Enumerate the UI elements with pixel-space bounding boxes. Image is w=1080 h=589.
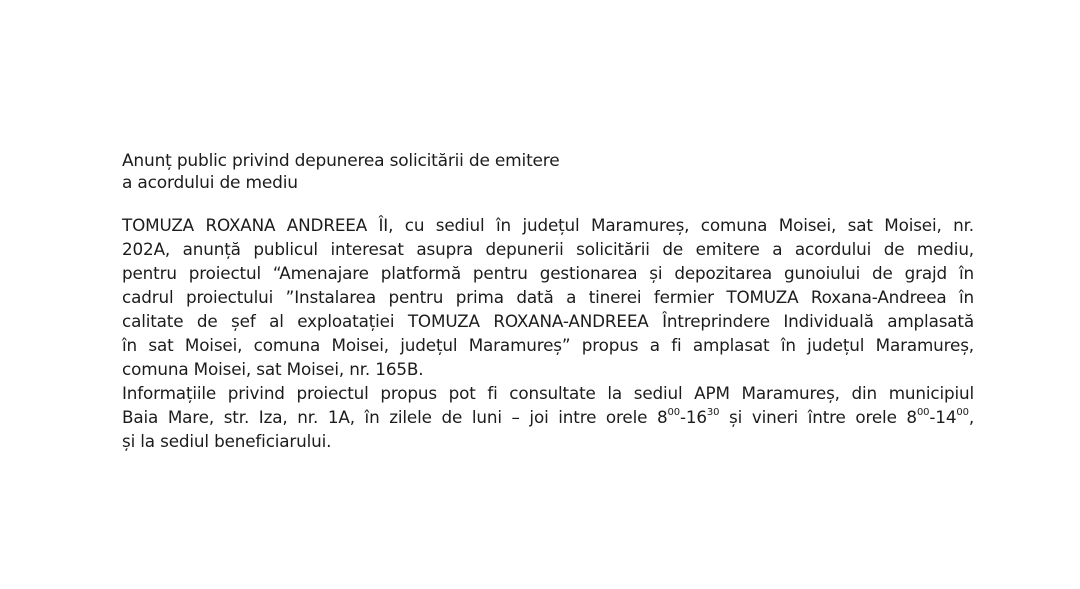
schedule-text-5: , (968, 407, 974, 427)
schedule-sup-1: 00 (667, 407, 680, 419)
paragraph2-line-2 (122, 405, 974, 429)
paragraph1-line-6: în sat Moisei, comuna Moisei, județul Maramureș” propus a fi amplasat în județul Maramureș, (122, 335, 974, 355)
announcement-title (122, 150, 559, 194)
schedule-sup-3: 00 (916, 407, 930, 419)
paragraph1-line-2: 202A, anunță publicul interesat asupra depunerii solicitării de emitere a acordului de mediu, (122, 239, 974, 259)
schedule-sup-4: 00 (956, 407, 969, 419)
schedule-text-2: -16 (679, 407, 707, 427)
paragraph2-line-1: Informațiile privind proiectul propus pot fi consultate la sediul APM Maramureș, din municipiul (122, 383, 974, 403)
paragraph1-line-1: TOMUZA ROXANA ANDREEA ÎI, cu sediul în județul Maramureș, comuna Moisei, sat Moisei, nr. (122, 215, 974, 235)
schedule-text-1: Baia Mare, str. Iza, nr. 1A, în zilele de luni – joi intre orele 8 (122, 407, 668, 427)
title-line-2: a acordului de mediu (122, 173, 298, 193)
schedule-sup-2: 30 (706, 407, 720, 419)
paragraph1-line-7: comuna Moisei, sat Moisei, nr. 165B. (122, 359, 424, 379)
announcement-body (122, 213, 1002, 453)
title-line-1: Anunț public privind depunerea solicitării de emitere (122, 151, 560, 171)
paragraph1-line-3: pentru proiectul “Amenajare platformă pentru gestionarea și depozitarea gunoiului de grajd în (122, 263, 974, 283)
schedule-text-3: și vineri între orele 8 (719, 407, 917, 427)
paragraph1-line-4: cadrul proiectului ”Instalarea pentru prima dată a tinerei fermier TOMUZA Roxana-Andreea în (122, 287, 974, 307)
paragraph1-line-5: calitate de șef al exploatației TOMUZA ROXANA-ANDREEA Întreprindere Individuală amplasată (122, 311, 974, 331)
paragraph2-line-3: și la sediul beneficiarului. (122, 431, 332, 451)
schedule-text-4: -14 (929, 407, 957, 427)
